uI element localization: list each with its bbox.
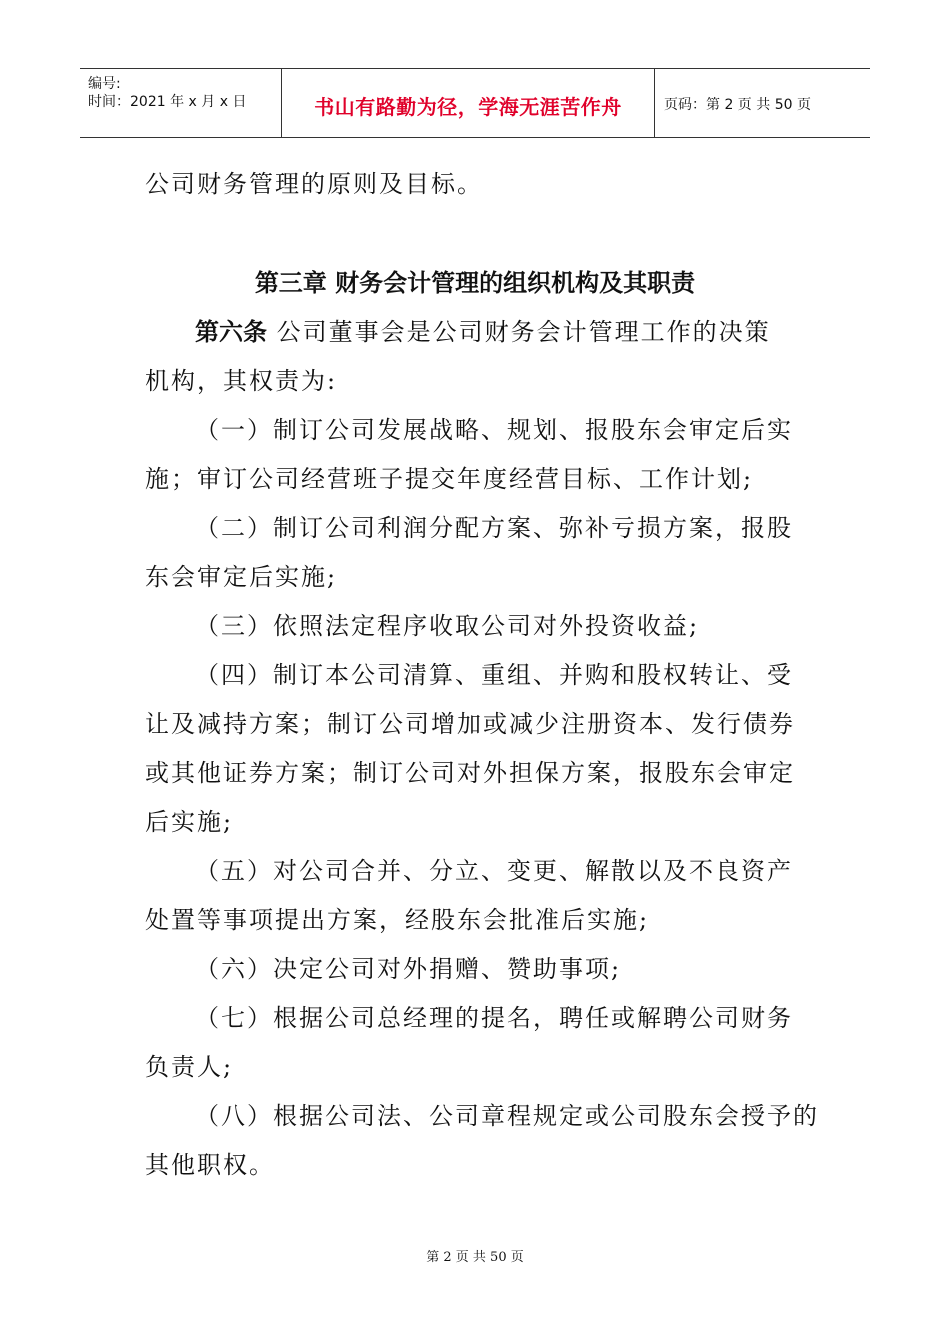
paragraph-gap xyxy=(145,209,805,259)
paragraph-line: 后实施; xyxy=(145,808,234,836)
article-line xyxy=(145,308,805,357)
list-item-line: （五）对公司合并、分立、变更、解散以及不良资产 xyxy=(195,857,793,885)
document-body xyxy=(145,160,819,1190)
page-footer: 第 2 页 共 50 页 xyxy=(426,1250,524,1265)
article-label: 第六条 xyxy=(195,318,267,346)
list-item-line: （四）制订本公司清算、重组、并购和股权转让、受 xyxy=(195,661,793,689)
list-item-line: （二）制订公司利润分配方案、弥补亏损方案，报股 xyxy=(195,514,793,542)
list-item-line: （三）依照法定程序收取公司对外投资收益; xyxy=(195,612,700,640)
header-right-cell xyxy=(654,69,870,137)
paragraph-line: 施；审订公司经营班子提交年度经营目标、工作计划; xyxy=(145,465,754,493)
paragraph-line: 或其他证券方案；制订公司对外担保方案，报股东会审定 xyxy=(145,759,795,787)
chapter-title: 第三章 财务会计管理的组织机构及其职责 xyxy=(254,269,696,297)
list-item-line: （八）根据公司法、公司章程规定或公司股东会授予的 xyxy=(195,1102,819,1130)
list-item-line: （七）根据公司总经理的提名，聘任或解聘公司财务 xyxy=(195,1004,793,1032)
paragraph-line: 东会审定后实施; xyxy=(145,563,338,591)
list-item-line: （一）制订公司发展战略、规划、报股东会审定后实 xyxy=(195,416,793,444)
header-left-cell xyxy=(80,69,280,137)
list-item-line: （六）决定公司对外捐赠、赞助事项; xyxy=(195,955,622,983)
paragraph-line: 公司财务管理的原则及目标。 xyxy=(145,170,483,198)
paragraph-line: 负责人; xyxy=(145,1053,234,1081)
header-motto: 书山有路勤为径，学海无涯苦作舟 xyxy=(314,95,622,119)
paragraph-line: 让及减持方案；制订公司增加或减少注册资本、发行债券 xyxy=(145,710,795,738)
article-text: 公司董事会是公司财务会计管理工作的决策 xyxy=(267,318,771,346)
document-number-label: 编号: xyxy=(88,76,121,92)
paragraph-line: 其他职权。 xyxy=(145,1151,275,1179)
paragraph-line: 机构，其权责为: xyxy=(145,367,338,395)
paragraph-line: 处置等事项提出方案，经股东会批准后实施; xyxy=(145,906,650,934)
header-middle-cell xyxy=(281,69,655,137)
header-page-info: 页码：第 2 页 共 50 页 xyxy=(664,97,811,113)
document-date-label: 时间：2021 年 x 月 x 日 xyxy=(88,94,247,110)
page-header xyxy=(80,68,870,138)
